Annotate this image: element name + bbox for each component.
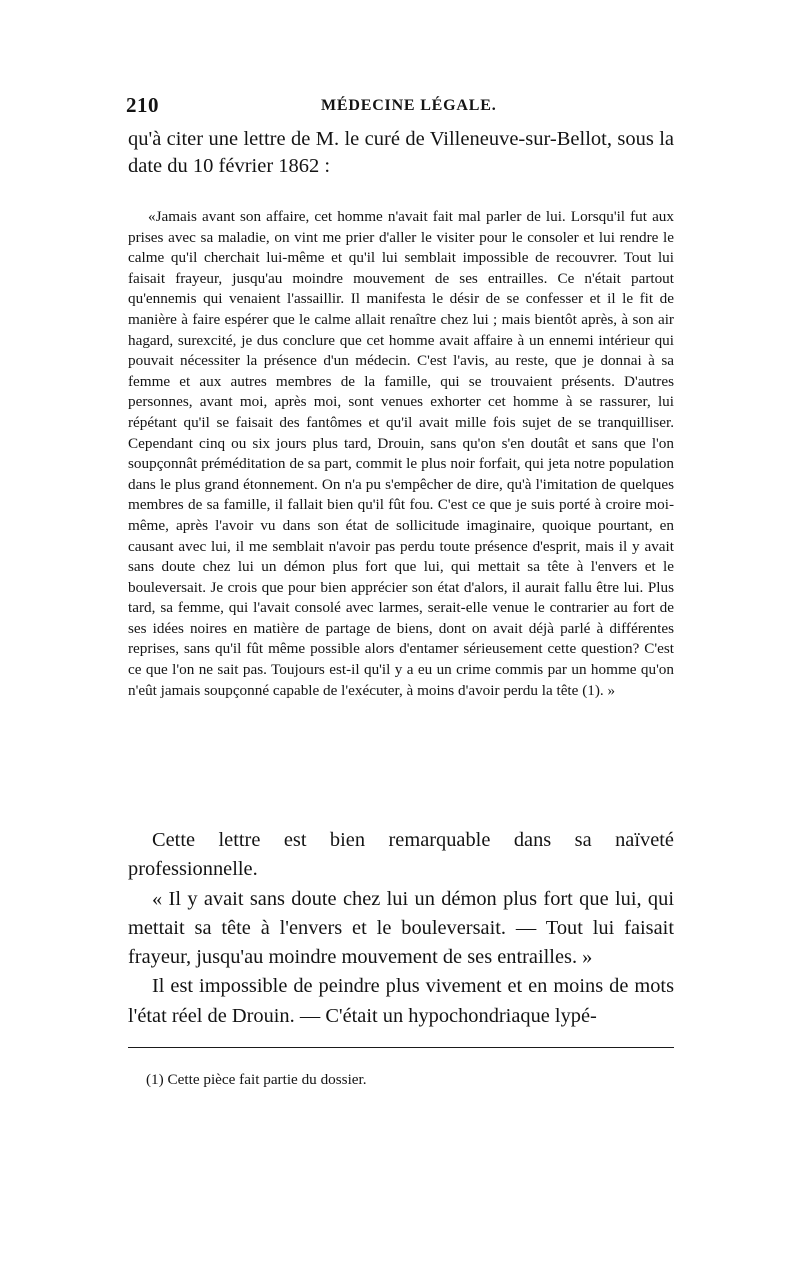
footnote-rule: [128, 1047, 674, 1048]
body-paragraph-2: « Il y avait sans doute chez lui un démon plus fort que lui, qui mettait sa tête à l'envers et le bouleversait. — Tout lui faisait frayeur, jusqu'au moindre mouvement de ses entrailles. »: [128, 887, 674, 969]
page-number: 210: [126, 93, 159, 117]
footnote: (1) Cette pièce fait partie du dossier.: [146, 1071, 367, 1088]
body-paragraph-1: Cette lettre est bien remarquable dans sa naïveté professionnelle.: [128, 829, 674, 881]
intro-paragraph: qu'à citer une lettre de M. le curé de Villeneuve-sur-Bellot, sous la date du 10 février 1862 :: [128, 128, 674, 177]
letter-quotation: «Jamais avant son affaire, cet homme n'avait fait mal parler de lui. Lorsqu'il fut aux prises avec sa maladie, on vint me prier d'aller le visiter pour le consoler et lui rendre le calme qu'il cherchait lui-même et qu'il lui semblait impossible de recouvrer. Tout lui faisait frayeur, jusqu'au moindre mouvement de ses entrailles. Ce n'était partout qu'ennemis qui venaient l'assaillir. Il manifesta le désir de se confesser et il le fit de manière à faire espérer que le calme allait renaître chez lui ; mais bientôt après, à son air hagard, surexcité, je dus conclure que cet homme avait affaire à un ennemi intérieur qui pouvait nécessiter la présence d'un médecin. C'est l'avis, au reste, que je donnai à sa femme et aux autres membres de la famille, qui se trouvaient présents. D'autres personnes, avant moi, après moi, sont venues exhorter cet homme à se rassurer, lui répétant qu'il se faisait des fantômes et qu'il avait mille fois sujet de se tranquilliser. Cependant cinq ou six jours plus tard, Drouin, sans qu'on s'en doutât et sans que l'on soupçonnât préméditation de sa part, commit le plus noir forfait, qui jeta notre population dans le plus grand étonnement. On n'a pu s'empêcher de dire, qu'à l'imitation de quelques membres de sa famille, il fallait bien qu'il fût fou. C'est ce que je suis porté à croire moi-même, après l'avoir vu dans son état de sollicitude imaginaire, quoique pourtant, en causant avec lui, il me semblait n'avoir pas perdu toute présence d'esprit, mais il y avait sans doute chez lui un démon plus fort que lui, qui mettait sa tête à l'envers et le bouleversait. Je crois que pour bien apprécier son état d'alors, il aurait fallu être lui. Plus tard, sa femme, qui l'avait consolé avec larmes, serait-elle venue le contrarier au fort de ses idées noires en matière de partage de biens, dont on avait déjà parlé à différentes reprises, sans qu'il fût même possible alors d'entamer sérieusement cette question? C'est ce que l'on ne sait pas. Toujours est-il qu'il y a eu un crime commis par un homme qu'on n'eût jamais soupçonné capable de l'exécuter, à moins d'avoir perdu la tête (1). »: [128, 208, 674, 699]
running-head: [126, 93, 674, 117]
body-text: [128, 826, 674, 1031]
body-paragraph-3: Il est impossible de peindre plus vivement et en moins de mots l'état réel de Drouin. — C'était un hypochondriaque lypé-: [128, 975, 674, 1027]
running-title: MÉDECINE LÉGALE.: [321, 97, 497, 114]
